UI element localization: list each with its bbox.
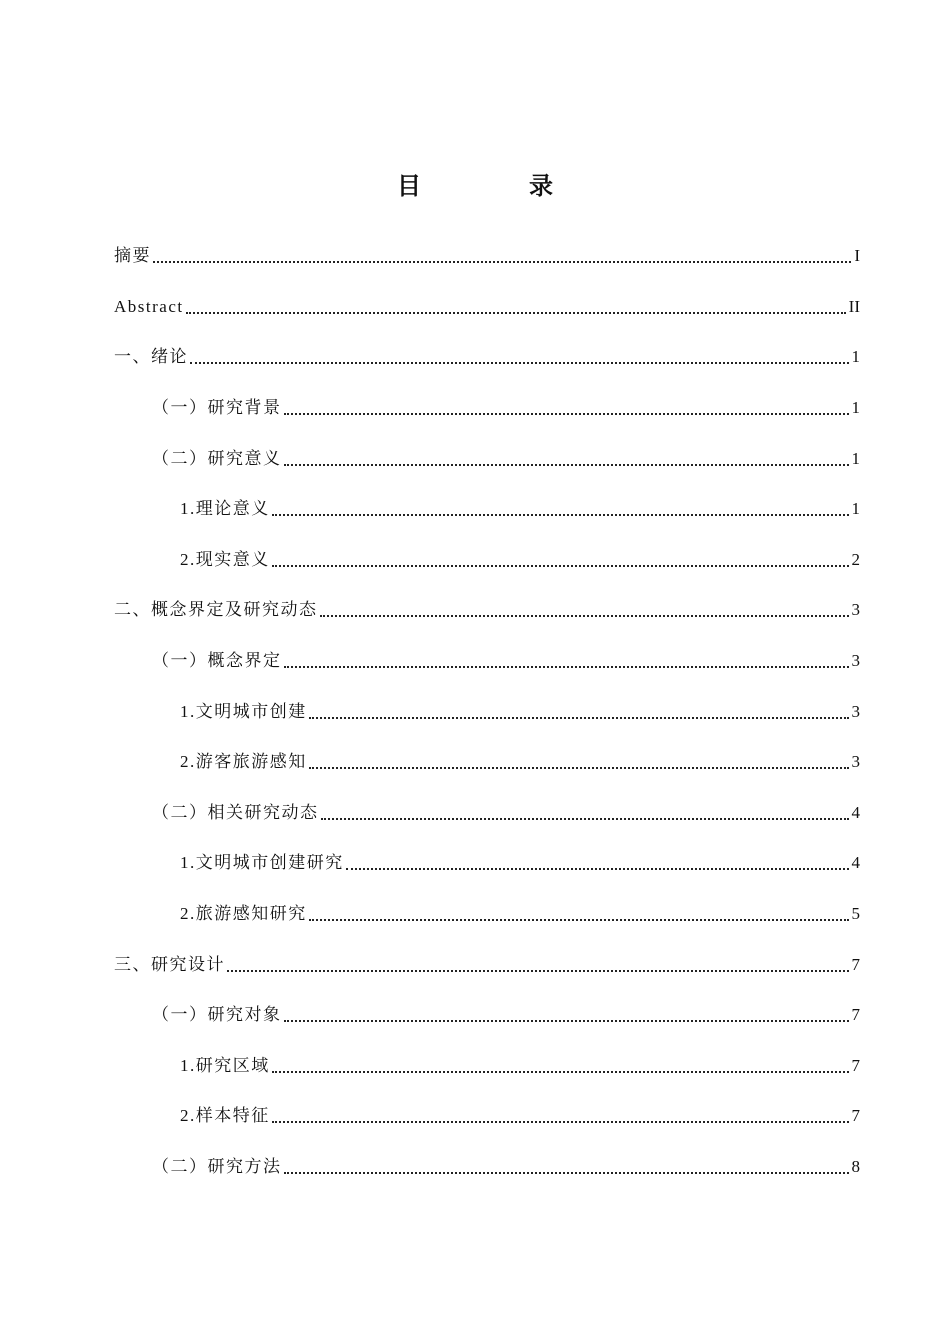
toc-entry-section-3-1[interactable] [114,990,860,1041]
toc-entry-page: 7 [851,1005,860,1025]
dot-leader [284,1020,849,1022]
toc-entry-page: 1 [851,347,860,367]
toc-entry-section-1-1[interactable] [114,383,860,434]
dot-leader [186,312,846,314]
dot-leader [272,565,849,567]
toc-entry-label: 一、绪论 [114,347,188,367]
toc-entry-chapter-1[interactable] [114,332,860,383]
toc-entry-section-2-1[interactable] [114,636,860,687]
toc-entry-page: 3 [851,701,860,721]
toc-entry-page: 1 [851,499,860,519]
dot-leader [309,717,849,719]
toc-entry-page: 7 [851,1106,860,1126]
dot-leader [320,615,849,617]
toc-entry-label: （二）研究意义 [152,448,282,468]
toc-entry-label: 摘要 [114,246,151,266]
dot-leader [346,868,849,870]
dot-leader [309,919,849,921]
toc-entry-label: （一）研究背景 [152,398,282,418]
toc-entry-label: 三、研究设计 [114,954,225,974]
toc-entry-abstract-cn[interactable] [114,231,860,282]
dot-leader [272,514,849,516]
dot-leader [284,464,849,466]
toc-entry-label: 二、概念界定及研究动态 [114,600,318,620]
toc-entry-label: 1.文明城市创建 [180,701,307,721]
toc-entry-label: 1.文明城市创建研究 [180,853,344,873]
toc-entry-subsection-2-2-1[interactable] [114,838,860,889]
toc-entry-subsection-2-1-1[interactable] [114,686,860,737]
toc-entry-subsection-2-1-2[interactable] [114,737,860,788]
toc-entry-label: 2.游客旅游感知 [180,752,307,772]
toc-entry-subsection-1-2-1[interactable] [114,484,860,535]
toc-entry-section-3-2[interactable] [114,1142,860,1193]
dot-leader [321,818,849,820]
toc-entry-label: （一）概念界定 [152,651,282,671]
toc-entry-subsection-3-1-2[interactable] [114,1091,860,1142]
toc-entry-page: 4 [851,802,860,822]
toc-entry-subsection-1-2-2[interactable] [114,535,860,586]
dot-leader [309,767,849,769]
toc-entry-label: （二）研究方法 [152,1156,282,1176]
toc-entry-label: 2.样本特征 [180,1106,270,1126]
toc-entry-page: 2 [851,549,860,569]
toc-entry-label: Abstract [114,296,184,316]
toc-entry-chapter-2[interactable] [114,585,860,636]
toc-entry-page: 4 [851,853,860,873]
dot-leader [272,1071,849,1073]
toc-entry-page: 1 [851,398,860,418]
toc-entry-section-1-2[interactable] [114,433,860,484]
toc-entry-page: 7 [851,954,860,974]
dot-leader [190,362,849,364]
toc-entry-section-2-2[interactable] [114,788,860,839]
toc-entry-label: （一）研究对象 [152,1005,282,1025]
toc-entry-page: II [848,296,860,316]
toc-entry-label: 2.现实意义 [180,549,270,569]
dot-leader [284,666,849,668]
toc-entry-chapter-3[interactable] [114,939,860,990]
dot-leader [272,1121,849,1123]
toc-entry-page: 1 [851,448,860,468]
toc-entry-label: 2.旅游感知研究 [180,904,307,924]
toc-entry-page: 3 [851,752,860,772]
toc-entry-page: 3 [851,600,860,620]
dot-leader [227,970,849,972]
toc-entry-label: （二）相关研究动态 [152,802,319,822]
toc-entry-page: 5 [851,904,860,924]
page-title: 目 录 [397,172,595,200]
table-of-contents [114,231,860,1192]
dot-leader [153,261,851,263]
toc-entry-abstract-en[interactable] [114,282,860,333]
toc-entry-page: 7 [851,1055,860,1075]
toc-entry-label: 1.研究区域 [180,1055,270,1075]
toc-entry-page: I [854,246,860,266]
toc-entry-label: 1.理论意义 [180,499,270,519]
toc-entry-subsection-3-1-1[interactable] [114,1041,860,1092]
toc-entry-page: 8 [851,1156,860,1176]
toc-entry-subsection-2-2-2[interactable] [114,889,860,940]
dot-leader [284,1172,849,1174]
dot-leader [284,413,849,415]
toc-entry-page: 3 [851,651,860,671]
